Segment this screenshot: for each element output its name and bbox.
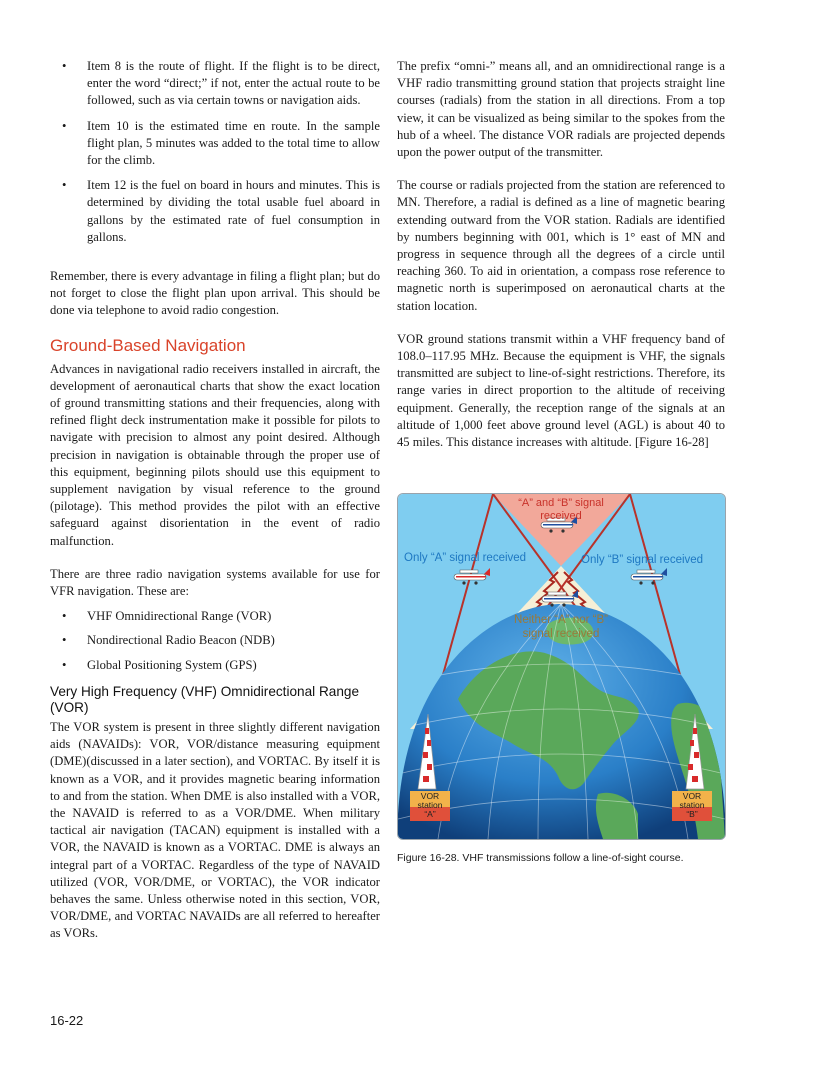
station-b-label-line2: station — [679, 800, 705, 810]
label-neither-line2: signal received — [522, 628, 600, 640]
station-b-label-line3: “B” — [686, 809, 698, 819]
page-number: 16-22 — [50, 1013, 84, 1028]
vhf-line-of-sight-illustration — [398, 494, 725, 839]
figure-16-28 — [397, 493, 726, 840]
right-column — [397, 58, 725, 451]
section-heading-ground-based-navigation: Ground-Based Navigation — [50, 335, 246, 355]
paragraph-omni: The prefix “omni-” means all, and an omnidirectional range is a VHF radio transmitting ground station that projects straight line courses (radials) from the station in all directions. From a top view, it can be visualized as being similar to the spokes from the hub of a wheel. The distance VOR radials are projected depends upon the power output of the transmitter. — [397, 59, 725, 160]
figure-caption: Figure 16-28. VHF transmissions follow a line-of-sight course. — [397, 852, 684, 864]
station-a-label-line2: station — [417, 800, 443, 810]
paragraph-vhf-band: VOR ground stations transmit within a VHF frequency band of 108.0–117.95 MHz. Because the equipment is VHF, the signals transmitted are subject to line-of-sight restrictions. Therefore, its range varies in direct proportion to the altitude of receiving equipment. Generally, the reception range of the signals at an altitude of 1,000 feet above ground level (AGL) is about 40 to 45 miles. This distance increases with altitude. [Figure 16-28] — [397, 331, 725, 450]
nav-systems-list — [50, 608, 380, 674]
left-column — [50, 58, 380, 943]
label-only-a: Only “A” signal received — [404, 552, 527, 564]
paragraph-advances: Advances in navigational radio receivers installed in aircraft, the development of aeronautical charts that show the exact location of ground transmitting stations and their frequencies, along with refined flight deck instrumentation make it possible for pilots to navigate with precision to almost any point desired. Although precision in navigation is obtainable through the proper use of this equipment, beginning pilots should use this equipment to supplement navigation by visual reference to the ground (pilotage). This method provides the pilot with an effective safeguard against disorientation in the event of radio malfunction. — [50, 361, 380, 548]
label-ab-signal-line1: “A” and “B” signal — [518, 497, 604, 509]
list-item: • Item 8 is the route of flight. If the flight is to be direct, enter the word “direct;” if not, enter the actual route to be followed, such as via certain towns or navigation aids. — [50, 58, 380, 110]
list-item: • Item 10 is the estimated time en route. In the sample flight plan, 5 minutes was added to the total time to allow for the climb. — [50, 118, 380, 170]
list-item: • Nondirectional Radio Beacon (NDB) — [50, 632, 380, 649]
label-neither-line1: Neither “A” nor “B” — [514, 614, 608, 626]
station-b-label-line1: VOR — [682, 791, 702, 801]
label-ab-signal-line2: received — [540, 510, 582, 522]
list-item: • Item 12 is the fuel on board in hours and minutes. This is determined by dividing the total usable fuel aboard in gallons by the estimated rate of fuel consumption in gallons. — [50, 177, 380, 246]
label-only-b: Only “B” signal received — [581, 554, 704, 566]
flight-plan-items-list — [50, 58, 380, 246]
list-item: • Global Positioning System (GPS) — [50, 657, 380, 674]
paragraph-remember: Remember, there is every advantage in filing a flight plan; but do not forget to close the flight plan upon arrival. This should be done via telephone to avoid radio congestion. — [50, 269, 380, 318]
paragraph-vor-system: The VOR system is present in three slightly different navigation aids (NAVAIDs): VOR, VOR/distance measuring equipment (DME)(discussed in a later section), and VORTAC. By itself it is known as a VOR, and it provides magnetic bearing information to and from the station. When DME is also installed with a VOR, the NAVAID is referred to as a VOR/DME. When military tactical air navigation (TACAN) equipment is installed with a VOR, the NAVAID is known as a VORTAC. DME is always an integral part of a VORTAC. Regardless of the type of NAVAID utilized (VOR, VOR/DME, or VORTAC), the VOR indicator behaves the same. Unless otherwise noted in this section, VOR, VOR/DME, and VORTAC NAVAIDs are all referred to hereafter as VORs. — [50, 719, 380, 941]
paragraph-course-radials: The course or radials projected from the station are referenced to MN. Therefore, a radial is defined as a line of magnetic bearing extending outward from the VOR station. Radials are identified by numbers beginning with 001, which is 1° east of MN and progress in sequence through all the degrees of a circle until reaching 360. To aid in orientation, a compass rose reference to magnetic north is superimposed on aeronautical charts at the station location. — [397, 178, 725, 313]
station-a-label-line3: “A” — [424, 809, 436, 819]
subsection-heading-vor: Very High Frequency (VHF) Omnidirectional Range (VOR) — [50, 683, 360, 715]
list-item: • VHF Omnidirectional Range (VOR) — [50, 608, 380, 625]
paragraph-three-systems: There are three radio navigation systems available for use for VFR navigation. These are: — [50, 566, 380, 599]
station-a-label-line1: VOR — [420, 791, 440, 801]
